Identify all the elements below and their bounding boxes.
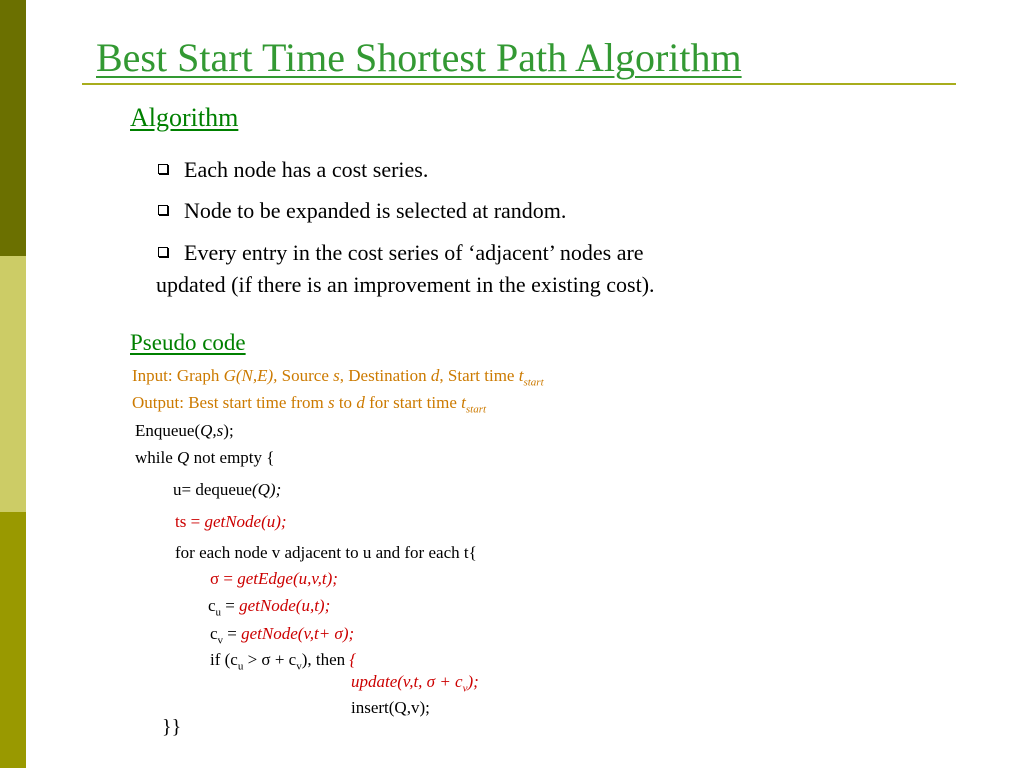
square-bullet-icon	[158, 247, 168, 257]
square-bullet-icon	[158, 205, 168, 215]
algorithm-heading: Algorithm	[130, 103, 239, 132]
code-line-ts: ts = getNode(u);	[175, 512, 287, 531]
sidebar-band-light	[0, 256, 26, 512]
code-line-dequeue: u= dequeue(Q);	[173, 480, 282, 499]
bullet-item	[158, 153, 428, 186]
code-line-enqueue: Enqueue(Q,s);	[135, 421, 234, 440]
input-line: Input: Graph G(N,E), Source s, Destination d, Start time $t_{start}$	[132, 366, 544, 389]
sidebar-band-olive	[0, 512, 26, 768]
bullet-text: Each node has a cost series.	[184, 157, 429, 182]
sidebar-band-dark	[0, 0, 26, 256]
code-line-for: for each node v adjacent to u and for each t{	[175, 543, 477, 562]
bullet-text-continuation: updated (if there is an improvement in the existing cost).	[156, 272, 655, 297]
code-line-while: while Q not empty {	[135, 448, 275, 467]
code-line-sigma: σ = getEdge(u,v,t);	[210, 569, 338, 588]
slide-title: Best Start Time Shortest Path Algorithm	[96, 35, 742, 80]
bullet-item	[158, 194, 566, 227]
bullet-text: Node to be expanded is selected at random.	[184, 198, 567, 223]
code-line-cu: $c_u$ = getNode(u,t);	[208, 596, 331, 619]
code-line-insert: insert(Q,v);	[351, 698, 430, 717]
title-divider	[82, 83, 956, 85]
bullet-item	[158, 236, 644, 269]
code-line-update: update(v,t, $\sigma + c_v$);	[351, 672, 479, 695]
pseudo-code-heading: Pseudo code	[130, 330, 246, 355]
code-line-close: }}	[162, 716, 182, 738]
code-line-cv: $c_v$ = getNode(v,t+ σ);	[210, 624, 355, 647]
square-bullet-icon	[158, 164, 168, 174]
code-line-if: if $(c_u > \sigma + c_v)$, then {	[210, 650, 357, 673]
output-line: Output: Best start time from s to d for start time $t_{start}$	[132, 393, 487, 416]
bullet-text: Every entry in the cost series of ‘adjacent’ nodes are	[184, 240, 644, 265]
